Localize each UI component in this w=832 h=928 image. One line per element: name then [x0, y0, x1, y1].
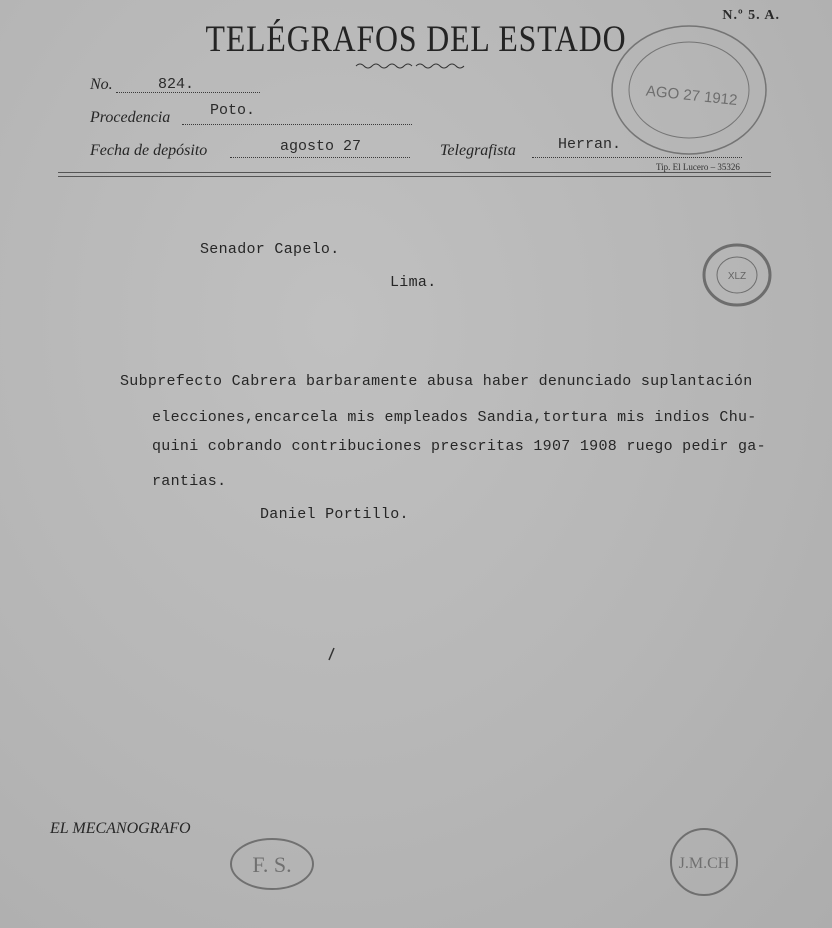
message-line-1: Subprefecto Cabrera barbaramente abusa haber denunciado suplantación [120, 373, 753, 390]
origin-value: Poto. [210, 102, 256, 119]
message-line-4: rantias. [152, 473, 227, 490]
svg-text:J.M.CH: J.M.CH [678, 855, 730, 872]
svg-text:XLZ: XLZ [727, 271, 747, 282]
signature: Daniel Portillo. [260, 506, 409, 523]
header-rule-bottom [58, 176, 771, 177]
deposit-date-label: Fecha de depósito [90, 142, 208, 159]
number-value: 824. [158, 76, 195, 93]
svg-text:F. S.: F. S. [252, 852, 292, 877]
title-ornament [354, 62, 474, 70]
fs-stamp-icon [228, 836, 316, 892]
ink-mark [326, 646, 338, 662]
origin-label: Procedencia [90, 109, 171, 126]
message-line-2: elecciones,encarcela mis empleados Sandia,tortura mis indios Chu- [152, 409, 757, 426]
addressee: Senador Capelo. [200, 241, 340, 258]
jmch-stamp-icon [668, 826, 740, 898]
form-number: N.º 5. A. [722, 8, 780, 23]
svg-text:AGO 27 1912: AGO 27 1912 [645, 82, 739, 110]
header-rule-top [58, 172, 771, 173]
date-stamp [606, 20, 772, 160]
deposit-date-value: agosto 27 [280, 138, 362, 155]
telegram-title: TELÉGRAFOS DEL ESTADO [205, 19, 627, 60]
telegraphist-label: Telegrafista [440, 142, 516, 159]
city: Lima. [390, 274, 437, 291]
telegraphist-value: Herran. [558, 136, 622, 153]
origin-line [182, 124, 412, 125]
official-seal-icon [700, 242, 774, 308]
deposit-date-line [230, 157, 410, 158]
number-label: No. [90, 76, 113, 93]
printer-mark: Tip. El Lucero – 35326 [656, 162, 740, 172]
typist-mark: EL MECANOGRAFO [50, 820, 191, 837]
message-line-3: quini cobrando contribuciones prescritas 1907 1908 ruego pedir ga- [152, 438, 766, 455]
